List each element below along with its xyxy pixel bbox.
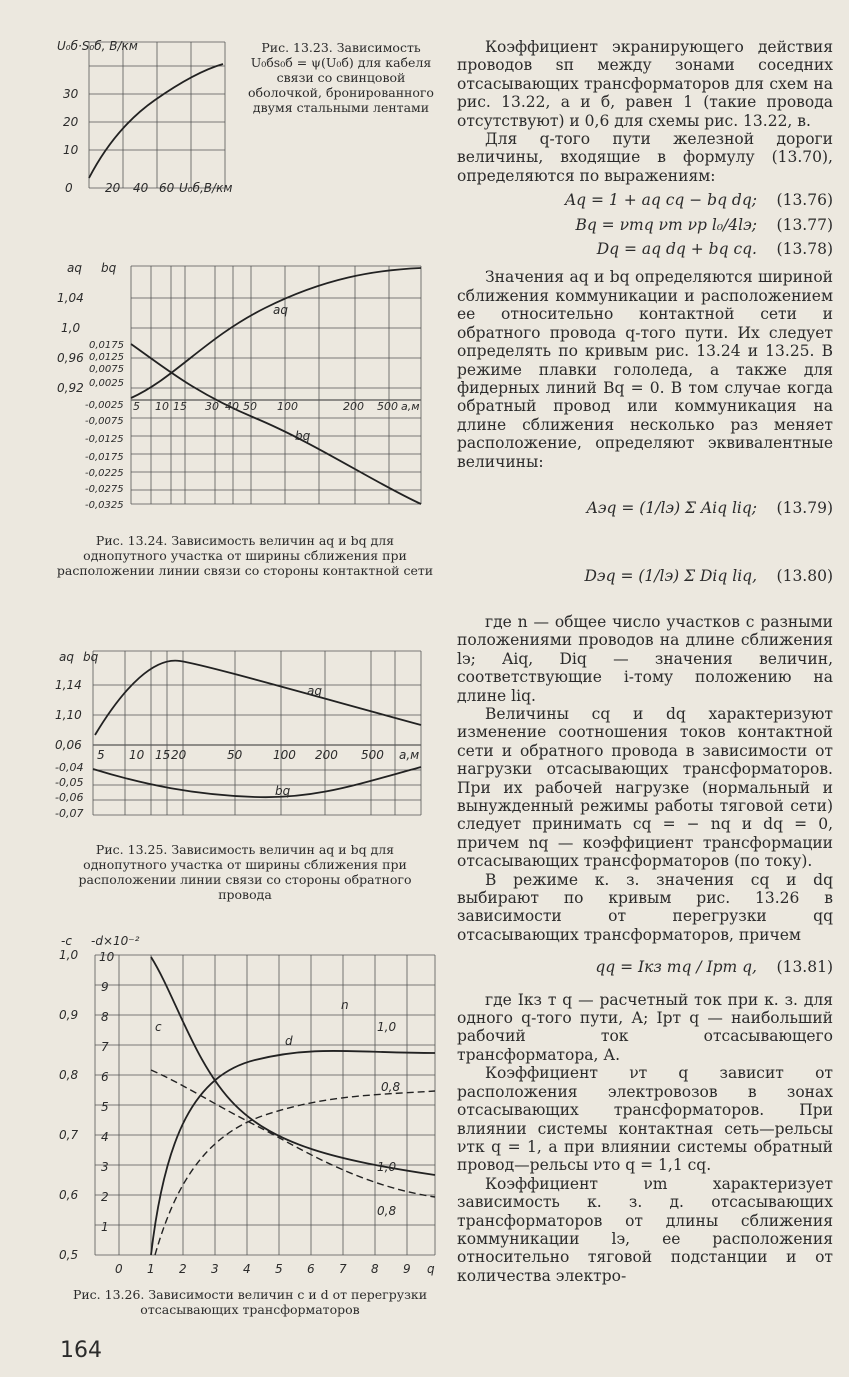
fig24-xtick: 100 [277,400,298,413]
fig23-xtick-40: 40 [133,181,149,195]
fig26-caption: Рис. 13.26. Зависимости величин c и d от перегрузки отсасывающих трансформаторов [72,1287,428,1317]
fig24-curve-b-label: bq [295,429,311,443]
fig25-left-tick: -0,06 [55,791,84,804]
fig26-label-c: c [155,1020,162,1034]
equation-number: (13.76) [776,191,833,210]
fig24-right-tick: -0,0225 [85,468,124,479]
fig26-c-tick: 0,6 [59,1188,79,1202]
paragraph: Коэффициент экранирующего действия проводов sп между зонами соседних отсасывающих трансформаторов для схем на рис. 13.22, а и б, равен 1 (такие провода отсутствуют) и 0,6 для схемы рис. 13.22, в. [457,38,833,130]
fig24-xtick: 40 [225,400,239,413]
fig26-xtick: 7 [339,1262,347,1276]
fig26-curve-c-solid [151,957,435,1175]
equation-body: Bq = νтq νm νр l₀/4lэ; [575,215,757,234]
fig24-xtick: 500 [377,400,398,413]
paragraph: Значения aq и bq определяются шириной сближения коммуникации и расположением ее относительно контактной сети и обратного провода q-того пути. Их следует определять по кривым рис. 13.24 и 13.25. В режиме плавки гололеда, а также для фидерных линий Bq = 0. В том случае когда обратный провод или коммуникация на длине сближения несколько раз меняет расположение, определяют эквивалентные величины: [457,268,833,471]
figure-13-26 [55,935,445,1325]
paragraph: где Iкз т q — расчетный ток при к. з. для одного q-того пути, А; Iрт q — наибольший рабочий ток отсасывающего трансформатора, А. [457,990,833,1064]
fig26-ylabel-c: -c [61,934,72,948]
fig23-grid [89,42,225,188]
fig24-xtick: 5 [133,400,140,413]
fig24-xtick: 30 [205,400,219,413]
fig26-d-tick: 2 [101,1190,109,1204]
fig26-xtick: 5 [275,1262,283,1276]
fig26-d-tick: 8 [101,1010,109,1024]
fig26-xtick: 2 [179,1262,187,1276]
paragraph: Коэффициент νm характеризует зависимость к. з. д. отсасывающих трансформаторов от длины сближения коммуникации lэ, ее расположения относительно тяговой подстанции и от количества электро- [457,1174,833,1285]
equation-number: (13.77) [776,215,833,234]
fig25-xtick: 20 [171,748,187,762]
fig23-curve [89,64,223,178]
fig24-left-tick: 0,92 [57,381,84,395]
fig25-xtick: 500 [361,748,384,762]
equation-number: (13.81) [776,958,833,977]
equation-13-79 [457,477,833,539]
fig24-curve-a [131,268,421,398]
fig25-xtick: 100 [273,748,296,762]
fig23-ytick-10: 10 [63,143,79,157]
fig24-left-tick: 0,96 [57,351,84,365]
paragraph: где n — общее число участков с разными положениями проводов на длине сближения lэ; Aiq, Diq — значения величин, соответствующие i-тому положению на длине liq. [457,612,833,705]
fig26-label-n-10: 1,0 [377,1020,397,1034]
paragraph: Коэффициент νт q зависит от расположения электровозов в зонах отсасывающих трансформаторов. При влиянии системы контактная сеть—рельсы νтк q = 1, а при влиянии системы обратный провод—рельсы νто q = 1,1 cq. [457,1064,833,1175]
fig25-label-b-axis: bq [83,650,99,664]
fig26-c-tick: 0,9 [59,1008,79,1022]
fig26-d-tick: 1 [101,1220,109,1234]
fig26-d-tick: 10 [99,950,115,964]
main-text [457,38,833,1285]
fig24-xtick: 200 [343,400,364,413]
figure-13-25 [55,645,435,905]
fig25-plot [55,645,435,825]
fig25-curve-a [95,661,421,735]
equation-number: (13.78) [776,240,833,259]
fig24-grid [131,266,421,504]
fig24-right-tick: 0,0025 [89,378,124,389]
fig26-c-tick: 0,5 [59,1248,79,1262]
fig25-left-tick: -0,05 [55,776,84,789]
fig26-d-tick: 4 [101,1130,109,1144]
fig24-xtick: 10 [155,400,169,413]
fig25-left-tick: 1,14 [55,678,82,692]
fig23-ytick-20: 20 [63,115,79,129]
equation-13-80 [457,545,833,607]
fig26-xtick: 4 [243,1262,251,1276]
fig24-right-tick: -0,0075 [85,416,124,427]
fig24-right-tick: -0,0325 [85,500,124,511]
fig25-xtick: 15 [155,748,171,762]
equation-13-77 [457,216,833,234]
fig25-curve-b-label: bq [275,784,291,798]
page-number: 164 [60,1338,102,1363]
fig25-xtick: 200 [315,748,338,762]
fig26-label-c-10: 1,0 [377,1160,397,1174]
fig24-right-tick: 0,0125 [89,352,124,363]
fig24-curve-b [131,344,421,504]
fig23-xlabel: U₀б,В/км [179,181,233,195]
fig24-right-tick: -0,0025 [85,400,124,411]
equation-body: Dэq = (1/lэ) Σ Diq liq, [584,566,757,585]
fig24-xtick: 15 [173,400,187,413]
equation-number: (13.80) [776,566,833,585]
fig26-d-tick: 3 [101,1160,109,1174]
fig26-label-c-08: 0,8 [377,1204,397,1218]
fig26-d-tick: 6 [101,1070,109,1084]
fig26-c-tick: 0,7 [59,1128,79,1142]
fig25-caption: Рис. 13.25. Зависимость величин aq и bq для однопутного участка от ширины сближения при расположении линии связи со стороны обратного провода [78,842,412,902]
fig26-plot [55,935,445,1275]
equation-13-78 [457,240,833,258]
fig25-left-tick: 1,10 [55,708,82,722]
fig26-c-tick: 0,8 [59,1068,79,1082]
fig26-xtick: 8 [371,1262,379,1276]
equation-number: (13.79) [776,498,833,517]
figure-13-24 [55,258,435,593]
equation-13-81 [457,958,833,976]
fig25-xtick: 10 [129,748,145,762]
fig24-curve-a-label: aq [273,303,288,317]
fig23-xtick-60: 60 [159,181,175,195]
fig25-xtick: а,м [399,748,420,762]
fig24-left-tick: 1,0 [61,321,81,335]
paragraph: Для q-того пути железной дороги величины, входящие в формулу (13.70), определяются по выражениям: [457,130,833,185]
equation-body: Aq = 1 + aq cq − bq dq; [564,191,757,210]
fig24-xtick: а,м [401,400,420,413]
fig25-left-tick: -0,07 [55,807,84,820]
fig23-ytick-30: 30 [63,87,79,101]
fig24-plot [55,258,435,511]
fig26-d-tick: 5 [101,1100,109,1114]
fig25-label-a-axis: aq [59,650,74,664]
fig25-left-tick: -0,04 [55,761,84,774]
figure-13-23 [55,38,455,198]
fig25-curve-b [93,767,421,797]
fig26-xtick: 1 [147,1262,155,1276]
fig26-c-tick: 1,0 [59,948,79,962]
fig26-xtick: 9 [403,1262,411,1276]
fig26-xtick: q [427,1262,435,1276]
fig25-curve-a-label: aq [307,684,322,698]
fig23-xtick-20: 20 [105,181,121,195]
equation-body: qq = Iкз тq / Iрт q, [595,958,757,977]
fig24-right-tick: 0,0175 [89,340,124,351]
fig26-label-d: d [285,1034,293,1048]
fig24-right-tick: -0,0125 [85,434,124,445]
fig26-xtick: 3 [211,1262,219,1276]
paragraph: Величины cq и dq характеризуют изменение соотношения токов контактной сети и обратного провода в зависимости от нагрузки отсасывающих трансформаторов. При их рабочей нагрузке (нормальный и вынужденный режимы работы тяговой сети) следует принимать cq = − nq и dq = 0, причем nq — коэффициент трансформации отсасывающих трансформаторов (по току). [457,704,833,871]
equation-body: Aэq = (1/lэ) Σ Aiq liq; [586,498,757,517]
fig26-label-d-08: 0,8 [381,1080,401,1094]
fig26-xtick: 6 [307,1262,315,1276]
fig26-ylabel-d: -d×10⁻² [91,934,140,948]
fig24-left-tick: 1,04 [57,291,84,305]
fig25-left-tick: 0,06 [55,738,82,752]
fig26-label-n: n [341,998,349,1012]
fig26-d-tick: 9 [101,980,109,994]
fig26-d-tick: 7 [101,1040,109,1054]
fig26-xtick: 0 [115,1262,123,1276]
paragraph: В режиме к. з. значения cq и dq выбирают по кривым рис. 13.26 в зависимости от перегрузки qq отсасывающих трансформаторов, причем [457,870,833,944]
equation-body: Dq = aq dq + bq cq. [596,240,757,259]
fig23-caption: Рис. 13.23. Зависимость U₀бs₀б = ψ(U₀б) для кабеля связи со свинцовой оболочкой, бронированного двумя стальными лентами [248,40,434,115]
fig24-right-tick: -0,0275 [85,484,124,495]
fig24-right-tick: 0,0075 [89,364,124,375]
fig25-xtick: 50 [227,748,243,762]
fig23-ylabel: U₀б·S₀б, В/км [57,39,138,53]
fig24-caption: Рис. 13.24. Зависимость величин aq и bq для однопутного участка от ширины сближения при расположении линии связи со стороны контактной сети [56,533,434,578]
fig25-xtick: 5 [97,748,105,762]
fig23-ytick-0: 0 [65,181,73,195]
equation-13-76 [457,191,833,209]
fig24-xtick: 50 [243,400,257,413]
fig24-label-a-axis: aq [67,261,82,275]
fig24-label-b-axis: bq [101,261,117,275]
fig24-right-tick: -0,0175 [85,452,124,463]
